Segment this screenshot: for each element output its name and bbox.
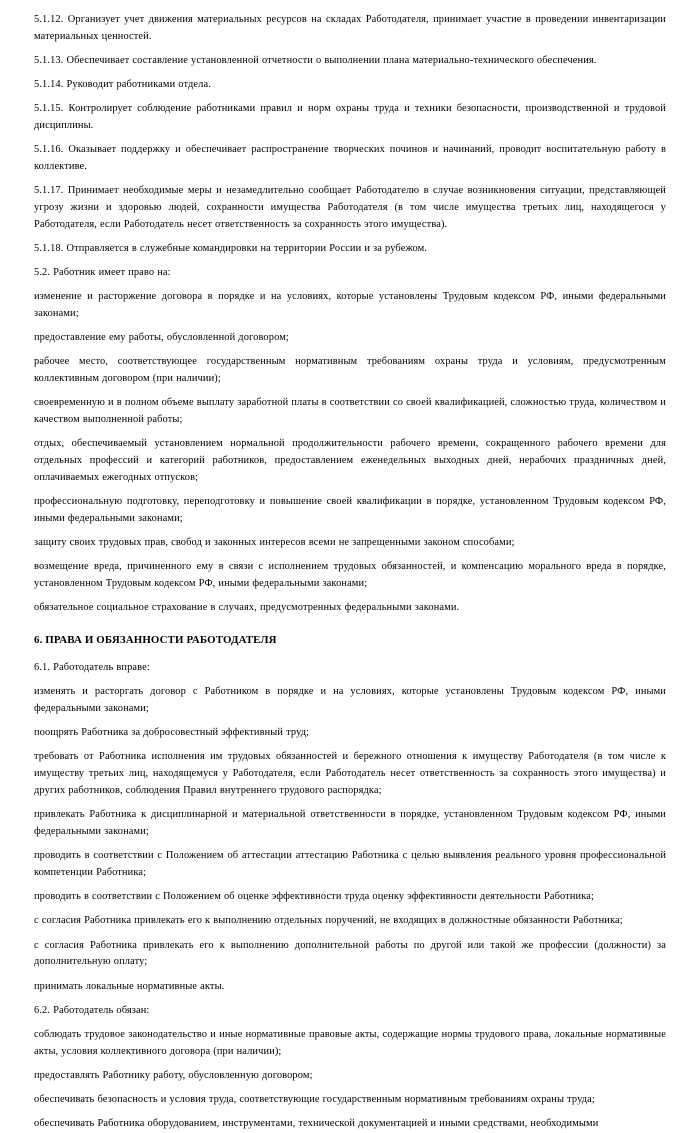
clause-5-1-15: 5.1.15. Контролирует соблюдение работниками правил и норм охраны труда и техники безопасности, производственной и трудовой дисциплины. bbox=[34, 103, 666, 132]
clause-5-1-17: 5.1.17. Принимает необходимые меры и незамедлительно сообщает Работодателю в случае возникновения ситуации, представляющей угрозу жизни и здоровью людей, сохранности имущества Работодателя (в том числе имущества третьих лиц, находящегося у Работодателя, если Работодатель несет ответственность за сохранность этого имущества). bbox=[34, 185, 666, 230]
clause-6-1-intro: 6.1. Работодатель вправе: bbox=[34, 662, 150, 674]
clause-6-1-item-2: поощрять Работника за добросовестный эффективный труд; bbox=[34, 727, 310, 739]
clause-5-1-14: 5.1.14. Руководит работниками отдела. bbox=[34, 79, 211, 91]
clause-6-1-item-8: с согласия Работника привлекать его к выполнению дополнительной работы по другой или такой же профессии (должности) за дополнительную оплату; bbox=[34, 939, 666, 968]
clause-6-1-item-1: изменять и расторгать договор с Работником в порядке и на условиях, которые установлены Трудовым кодексом РФ, иными федеральными законами; bbox=[34, 686, 666, 715]
clause-6-2-item-3: обеспечивать безопасность и условия труда, соответствующие государственным нормативным требованиям охраны труда; bbox=[34, 1093, 595, 1105]
clause-5-1-13: 5.1.13. Обеспечивает составление установленной отчетности о выполнении плана материально-технического обеспечения. bbox=[34, 55, 597, 66]
clause-5-2-item-9: обязательное социальное страхование в случаях, предусмотренных федеральными законами. bbox=[34, 602, 460, 614]
clause-5-1-12: 5.1.12. Организует учет движения материальных ресурсов на складах Работодателя, принимает участие в проведении инвентаризации материальных ценностей. bbox=[34, 14, 666, 42]
clause-6-2-item-4: обеспечивать Работника оборудованием, инструментами, технической документацией и иными средствами, необходимыми bbox=[34, 1117, 599, 1129]
clause-5-1-16: 5.1.16. Оказывает поддержку и обеспечивает распространение творческих починов и начинаний, проводит воспитательную работу в коллективе. bbox=[34, 144, 666, 173]
clause-5-2-item-1: изменение и расторжение договора в порядке и на условиях, которые установлены Трудовым кодексом РФ, иными федеральными законами; bbox=[34, 291, 666, 320]
clause-6-1-item-9: принимать локальные нормативные акты. bbox=[34, 980, 225, 992]
clause-6-1-item-4: привлекать Работника к дисциплинарной и материальной ответственности в порядке, установленном Трудовым кодексом РФ, иными федеральными законами; bbox=[34, 809, 666, 838]
clause-6-1-item-5: проводить в соответствии с Положением об аттестации аттестацию Работника с целью выявления реального уровня профессиональной компетенции Работника; bbox=[34, 850, 666, 879]
clause-6-1-item-3: требовать от Работника исполнения им трудовых обязанностей и бережного отношения к имуществу Работодателя (в том числе к имуществу третьих лиц, находящемуся у Работодателя, если Работодатель несет ответственность за сохранность этого имущества) и других работников, соблюдения Правил внутреннего трудового распорядка; bbox=[34, 751, 666, 797]
clause-6-2-intro: 6.2. Работодатель обязан: bbox=[34, 1004, 150, 1016]
clause-5-2-item-8: возмещение вреда, причиненного ему в связи с исполнением трудовых обязанностей, и компенсацию морального вреда в порядке, установленном Трудовым кодексом РФ, иными федеральными законами; bbox=[34, 561, 666, 590]
clause-5-2-item-6: профессиональную подготовку, переподготовку и повышение своей квалификации в порядке, установленном Трудовым кодексом РФ, иными федеральными законами; bbox=[34, 496, 666, 525]
document-body bbox=[34, 12, 666, 1133]
section-heading-6: 6. ПРАВА И ОБЯЗАННОСТИ РАБОТОДАТЕЛЯ bbox=[34, 634, 277, 647]
clause-5-2-item-2: предоставление ему работы, обусловленной договором; bbox=[34, 332, 289, 344]
clause-5-2-item-3: рабочее место, соответствующее государственным нормативным требованиям охраны труда и условиям, предусмотренным коллективным договором (при наличии); bbox=[34, 356, 666, 385]
clause-6-2-item-1: соблюдать трудовое законодательство и иные нормативные правовые акты, содержащие нормы трудового права, локальные нормативные акты, условия коллективного договора (при наличии); bbox=[34, 1028, 666, 1057]
clause-5-1-18: 5.1.18. Отправляется в служебные командировки на территории России и за рубежом. bbox=[34, 243, 428, 255]
clause-5-2-item-5: отдых, обеспечиваемый установлением нормальной продолжительности рабочего времени, сокращенного рабочего времени для отдельных профессий и категорий работников, предоставлением еженедельных выходных дней, нерабочих праздничных дней, оплачиваемых ежегодных отпусков; bbox=[34, 438, 666, 484]
clause-5-2-item-4: своевременную и в полном объеме выплату заработной платы в соответствии со своей квалификацией, сложностью труда, количеством и качеством выполненной работы; bbox=[34, 397, 666, 426]
clause-5-2-item-7: защиту своих трудовых прав, свобод и законных интересов всеми не запрещенными законом способами; bbox=[34, 537, 515, 549]
clause-5-2-intro: 5.2. Работник имеет право на: bbox=[34, 267, 171, 279]
clause-6-2-item-2: предоставлять Работнику работу, обусловленную договором; bbox=[34, 1069, 313, 1081]
clause-6-1-item-6: проводить в соответствии с Положением об оценке эффективности труда оценку эффективности деятельности Работника; bbox=[34, 891, 594, 903]
clause-6-1-item-7: с согласия Работника привлекать его к выполнению отдельных поручений, не входящих в должностные обязанности Работника; bbox=[34, 915, 623, 927]
